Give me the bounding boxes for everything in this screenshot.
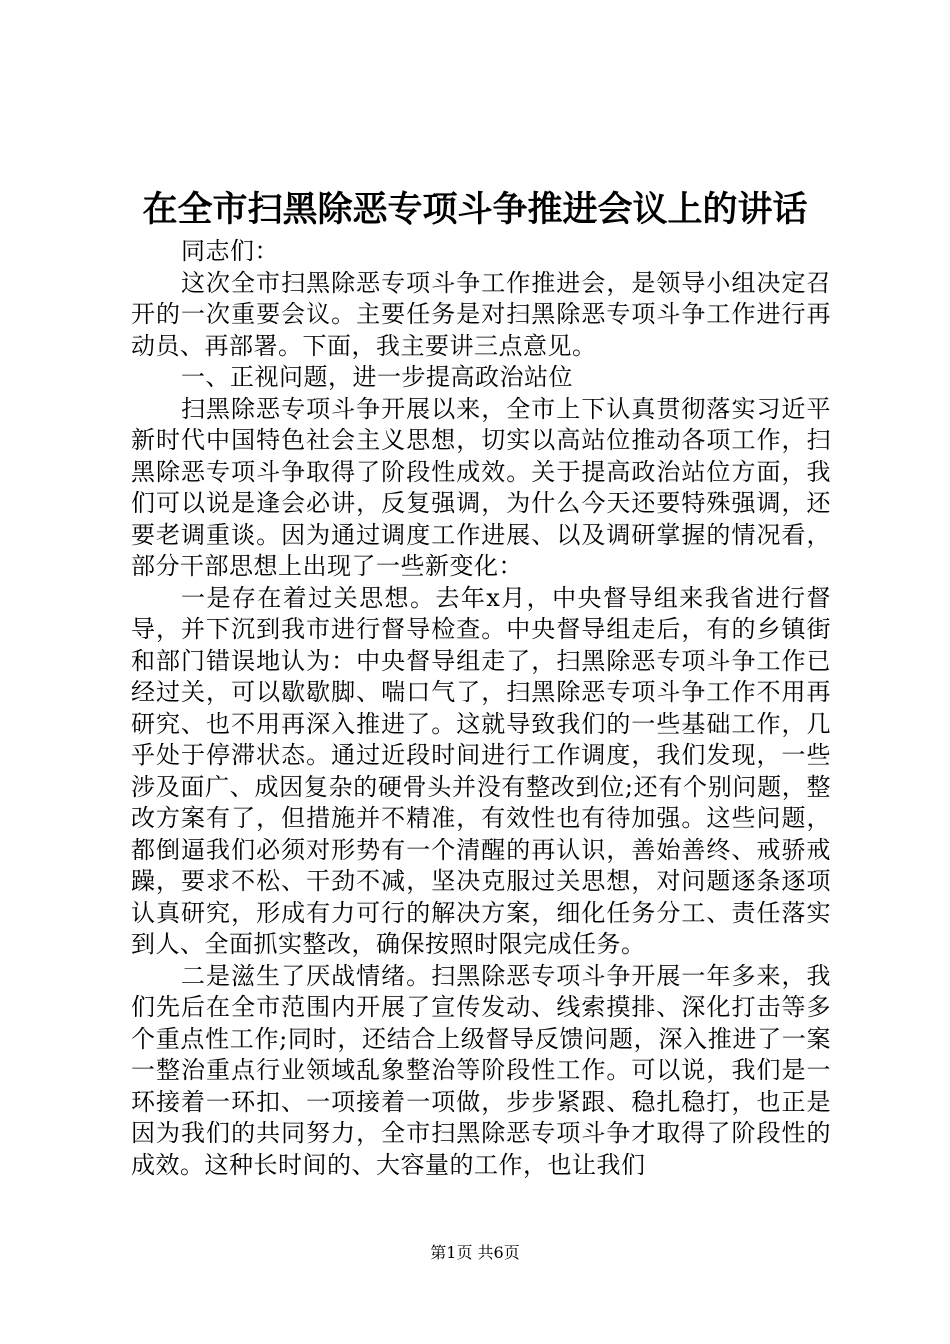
page-footer: 第1页 共6页 [430,1243,520,1262]
intro-paragraph: 这次全市扫黑除恶专项斗争工作推进会，是领导小组决定召开的一次重要会议。主要任务是对扫黑除恶专项斗争工作进行再动员、再部署。下面，我主要讲三点意见。 [131,268,831,360]
document-title: 在全市扫黑除恶专项斗争推进会议上的讲话 [142,189,808,230]
document-body [131,236,831,1181]
body-paragraph: 扫黑除恶专项斗争开展以来，全市上下认真贯彻落实习近平新时代中国特色社会主义思想，切实以高站位推动各项工作，扫黑除恶专项斗争取得了阶段性成效。关于提高政治站位方面，我们可以说是逢会必讲，反复强调，为什么今天还要特殊强调，还要老调重谈。因为通过调度工作进展、以及调研掌握的情况看，部分干部思想上出现了一些新变化： [131,394,831,580]
salutation: 同志们： [181,237,279,265]
section-heading: 一、正视问题，进一步提高政治站位 [181,363,573,391]
body-paragraph: 一是存在着过关思想。去年x月，中央督导组来我省进行督导，并下沉到我市进行督导检查。中央督导组走后，有的乡镇街和部门错误地认为：中央督导组走了，扫黑除恶专项斗争工作已经过关，可以歇歇脚、喘口气了，扫黑除恶专项斗争工作不用再研究、也不用再深入推进了。这就导致我们的一些基础工作，几乎处于停滞状态。通过近段时间进行工作调度，我们发现，一些涉及面广、成因复杂的硬骨头并没有整改到位;还有个别问题，整改方案有了，但措施并不精准，有效性也有待加强。这些问题，都倒逼我们必须对形势有一个清醒的再认识，善始善终、戒骄戒躁，要求不松、干劲不减，坚决克服过关思想，对问题逐条逐项认真研究，形成有力可行的解决方案，细化任务分工、责任落实到人、全面抓实整改，确保按照时限完成任务。 [131,583,831,958]
body-paragraph: 二是滋生了厌战情绪。扫黑除恶专项斗争开展一年多来，我们先后在全市范围内开展了宣传发动、线索摸排、深化打击等多个重点性工作;同时，还结合上级督导反馈问题，深入推进了一案一整治重点行业领域乱象整治等阶段性工作。可以说，我们是一环接着一环扣、一项接着一项做，步步紧跟、稳扎稳打，也正是因为我们的共同努力，全市扫黑除恶专项斗争才取得了阶段性的成效。这种长时间的、大容量的工作，也让我们 [131,961,831,1179]
